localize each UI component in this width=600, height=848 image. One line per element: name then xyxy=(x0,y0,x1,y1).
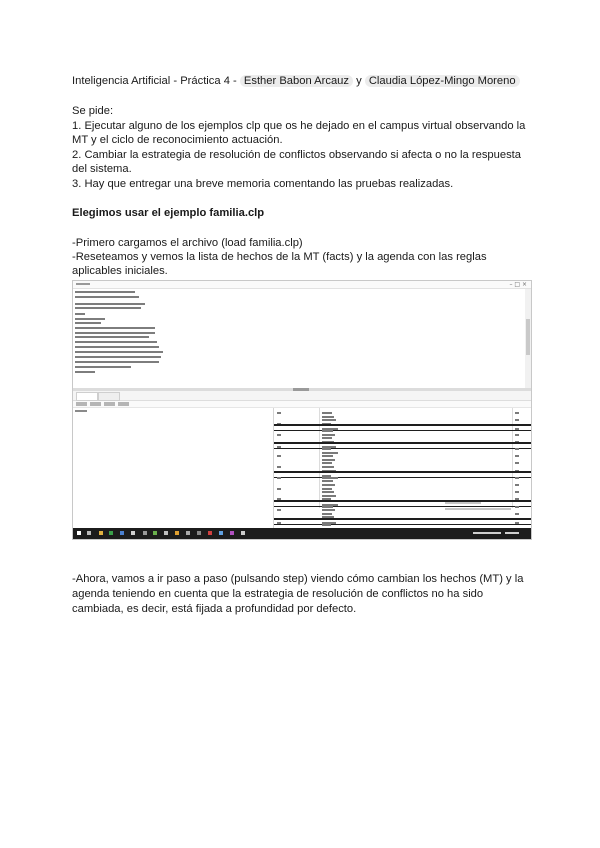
console-scrollbar xyxy=(525,289,531,388)
author-connector: y xyxy=(356,75,362,87)
step-reset-paragraph-line-1: -Reseteamos y vemos la lista de hechos de la MT (facts) y la agenda con las reglas xyxy=(72,251,487,263)
task-1-line-1: 1. Ejecutar alguno de los ejemplos clp que os he dejado en el campus virtual observando la xyxy=(72,120,526,132)
step-by-step-paragraph-line-3: cambiada, es decir, está fijada a profundidad por defecto. xyxy=(72,603,357,615)
course-title: Inteligencia Artificial - Práctica 4 - xyxy=(72,75,240,87)
ide-toolbar xyxy=(73,401,531,408)
clips-ide-screenshot xyxy=(72,280,532,540)
fact-row xyxy=(274,522,532,528)
facts-pane xyxy=(273,408,532,528)
tasks-intro: Se pide: xyxy=(72,105,114,117)
step-reset-paragraph-line-2: aplicables iniciales. xyxy=(72,265,168,277)
task-3: 3. Hay que entregar una breve memoria comentando las pruebas realizadas. xyxy=(72,178,454,190)
window-controls: – □ × xyxy=(509,281,527,288)
ide-tab-strip xyxy=(73,391,531,401)
author-name-1: Esther Babon Arcauz xyxy=(240,75,353,87)
section-heading: Elegimos usar el ejemplo familia.clp xyxy=(72,207,265,219)
ide-title-bar xyxy=(73,281,531,289)
task-2-line-2: del sistema. xyxy=(72,163,132,175)
author-name-2: Claudia López-Mingo Moreno xyxy=(365,75,520,87)
ide-console-pane xyxy=(73,289,525,388)
step-by-step-paragraph-line-1: -Ahora, vamos a ir paso a paso (pulsando step) viendo cómo cambian los hechos (MT) y la xyxy=(72,573,524,585)
task-2-line-1: 2. Cambiar la estrategia de resolución de conflictos observando si afecta o no la respuesta xyxy=(72,149,522,161)
agenda-pane xyxy=(73,408,273,528)
step-by-step-paragraph-line-2: agenda teniendo en cuenta que la estrategia de resolución de conflictos no ha sido xyxy=(72,588,484,600)
task-1-line-2: MT y el ciclo de reconocimiento actuación. xyxy=(72,134,283,146)
windows-taskbar xyxy=(73,528,531,539)
step-load-paragraph: -Primero cargamos el archivo (load familia.clp) xyxy=(72,237,303,249)
document-header xyxy=(72,74,520,88)
